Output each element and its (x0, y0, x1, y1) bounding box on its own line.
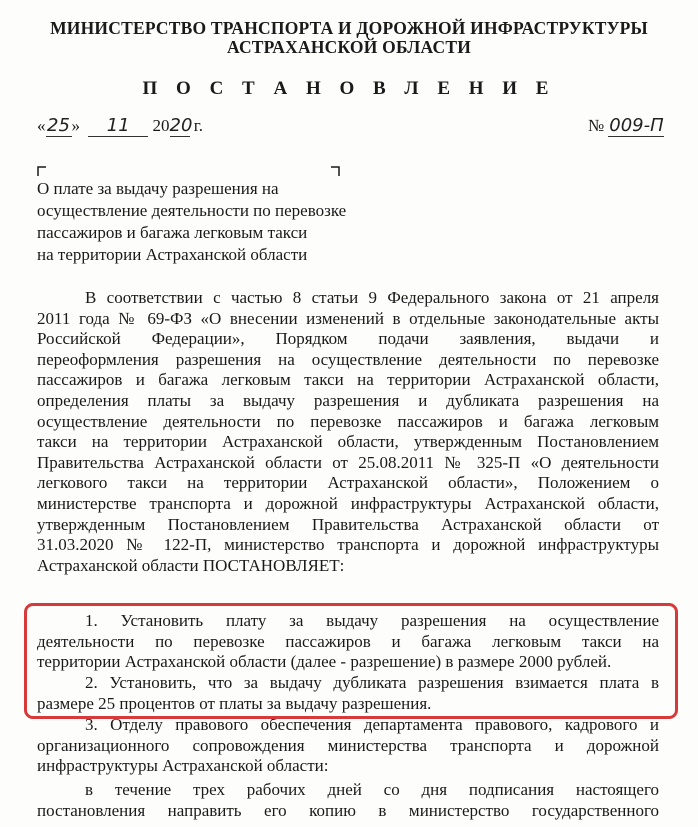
item-2-line: размере 25 процентов от платы за выдачу разрешения. (37, 693, 432, 713)
item-1-line: 1. Установить плату за выдачу разрешения на осуществление (85, 611, 659, 630)
item-1-line: деятельности по перевозке пассажиров и багажа легковым такси на (37, 631, 659, 651)
document-subject (37, 178, 357, 266)
document-number (588, 116, 664, 137)
item-3-sub-line: в течение трех рабочих дней со дня подписания настоящего (85, 780, 659, 799)
preamble-line: пассажиров и багажа легковым такси на территории Астраханской области, (37, 370, 659, 390)
preamble-paragraph (37, 288, 659, 576)
preamble-line: 2011 года № 69-ФЗ «О внесении изменений в отдельные законодательные акты (37, 308, 659, 328)
item-1-line: территории Астраханской области (далее - разрешение) в размере 2000 рублей. (37, 652, 612, 672)
subject-line: О плате за выдачу разрешения на (37, 179, 279, 198)
number-prefix: № (588, 116, 605, 135)
ministry-name-line2: АСТРАХАНСКОЙ ОБЛАСТИ (226, 37, 472, 57)
item-3-line: инфраструктуры Астраханской области: (37, 756, 329, 776)
date-month: 11 (88, 116, 148, 137)
number-value: 009-П (609, 115, 664, 136)
item-3-subparagraph (37, 780, 659, 821)
preamble-line: Российской Федерации», Порядком подачи заявления, выдачи и (37, 329, 659, 349)
item-3-sub-line: постановления направить его копию в министерство государственного (37, 800, 659, 820)
item-2-line: 2. Установить, что за выдачу дубликата разрешения взимается плата в (85, 673, 659, 692)
subject-line: на территории Астраханской области (37, 245, 308, 264)
preamble-line: 31.03.2020 № 122-П, министерство транспорта и дорожной инфраструктуры (37, 535, 659, 555)
item-3-line: организационного сопровождения министерства транспорта и дорожной (37, 735, 659, 755)
preamble-line: В соответствии с частью 8 статьи 9 Федерального закона от 21 апреля (85, 288, 659, 307)
date-close-quote: » (71, 116, 80, 135)
date-year-suffix: 20 (169, 115, 193, 136)
subject-line: пассажиров и багажа легковым такси (37, 223, 308, 242)
date-open-quote: « (37, 116, 46, 135)
subject-corner-left (37, 166, 47, 176)
item-3-paragraph (37, 715, 659, 777)
preamble-line: Правительства Астраханской области от 25.08.2011 № 325-П «О деятельности (37, 452, 659, 472)
date-year-prefix: 20 (152, 116, 170, 135)
preamble-line: утвержденным Постановлением Правительства Астраханской области от (37, 514, 659, 534)
preamble-line: такси на территории Астраханской области, утвержденным Постановлением (37, 432, 659, 452)
preamble-line: переоформления разрешения на осуществление деятельности по перевозке (37, 349, 659, 369)
preamble-line: определения платы за выдачу разрешения и дубликата разрешения на (37, 390, 659, 410)
document-date (37, 116, 203, 137)
document-title: П О С Т А Н О В Л Е Н И Е (142, 78, 556, 99)
preamble-line: осуществление деятельности по перевозке пассажиров и багажа легковым (37, 411, 659, 431)
date-day: 25 (47, 115, 70, 136)
item-3-line: 3. Отделу правового обеспечения департамента правового, кадрового и (85, 715, 659, 734)
preamble-line: легкового такси на территории Астраханской области», Положением о (37, 473, 659, 493)
date-year-mark: г. (193, 116, 204, 135)
preamble-line: министерстве транспорта и дорожной инфраструктуры Астраханской области, (37, 493, 659, 513)
subject-corner-right (330, 166, 340, 176)
ministry-name-line1: МИНИСТЕРСТВО ТРАНСПОРТА И ДОРОЖНОЙ ИНФРАСТРУКТУРЫ (50, 18, 648, 38)
preamble-line: Астраханской области ПОСТАНОВЛЯЕТ: (37, 555, 345, 575)
highlight-frame (24, 603, 678, 719)
subject-line: осуществление деятельности по перевозке (37, 201, 347, 220)
